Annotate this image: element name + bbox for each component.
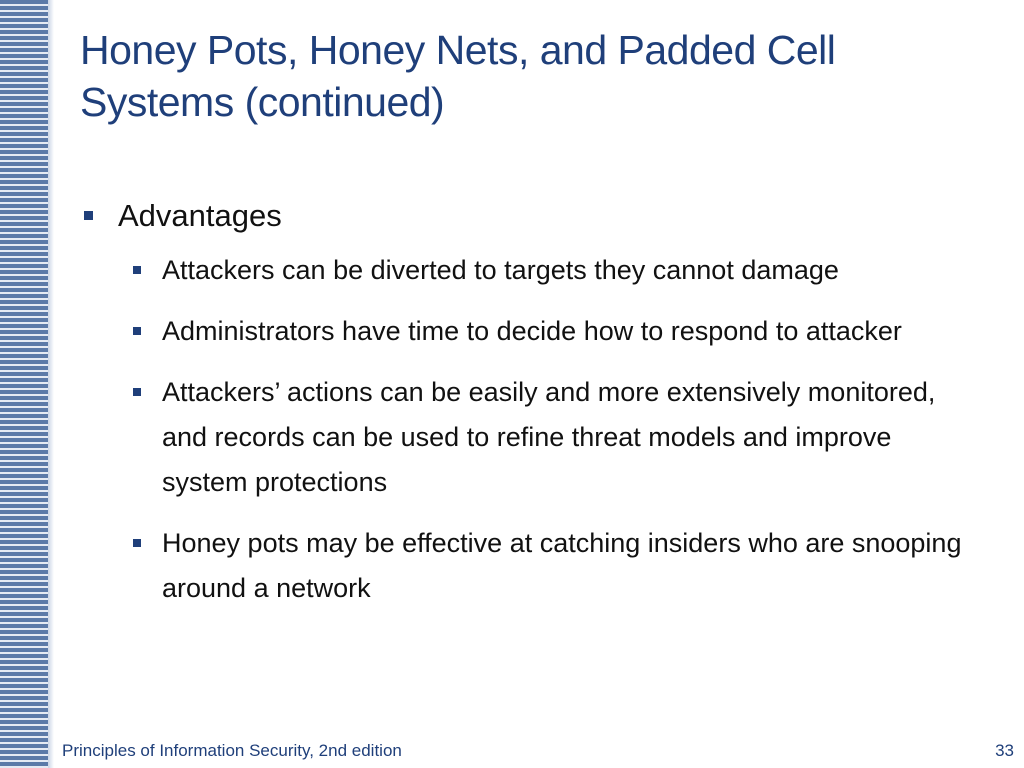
sub-bullet-item: [80, 521, 962, 611]
sub-bullet-list: [80, 248, 980, 611]
sub-bullet-item: [80, 309, 962, 354]
decorative-striped-bar: [0, 0, 48, 768]
sub-bullet-text: Attackers can be diverted to targets they cannot damage: [162, 255, 839, 285]
sub-bullet-item: [80, 248, 962, 293]
slide-title: [80, 24, 980, 128]
main-bullet-item: [80, 196, 980, 236]
sub-bullet-text: Attackers’ actions can be easily and more extensively monitored, and records can be used to refine threat models and improve system protections: [162, 377, 936, 497]
main-bullet-text: Advantages: [118, 198, 282, 233]
square-bullet-icon: [133, 266, 141, 274]
sub-bullet-text: Honey pots may be effective at catching insiders who are snooping around a network: [162, 528, 962, 603]
sub-bullet-item: [80, 370, 962, 505]
square-bullet-icon: [84, 211, 93, 220]
square-bullet-icon: [133, 327, 141, 335]
slide-title-line-2: Systems (continued): [80, 79, 445, 125]
footer-course-title: Principles of Information Security, 2nd edition: [62, 741, 402, 760]
slide-content: [80, 196, 980, 627]
footer-page-number: 33: [995, 741, 1014, 760]
decorative-bar-edge: [48, 0, 54, 768]
slide-title-line-1: Honey Pots, Honey Nets, and Padded Cell: [80, 27, 836, 73]
square-bullet-icon: [133, 539, 141, 547]
square-bullet-icon: [133, 388, 141, 396]
sub-bullet-text: Administrators have time to decide how to respond to attacker: [162, 316, 902, 346]
